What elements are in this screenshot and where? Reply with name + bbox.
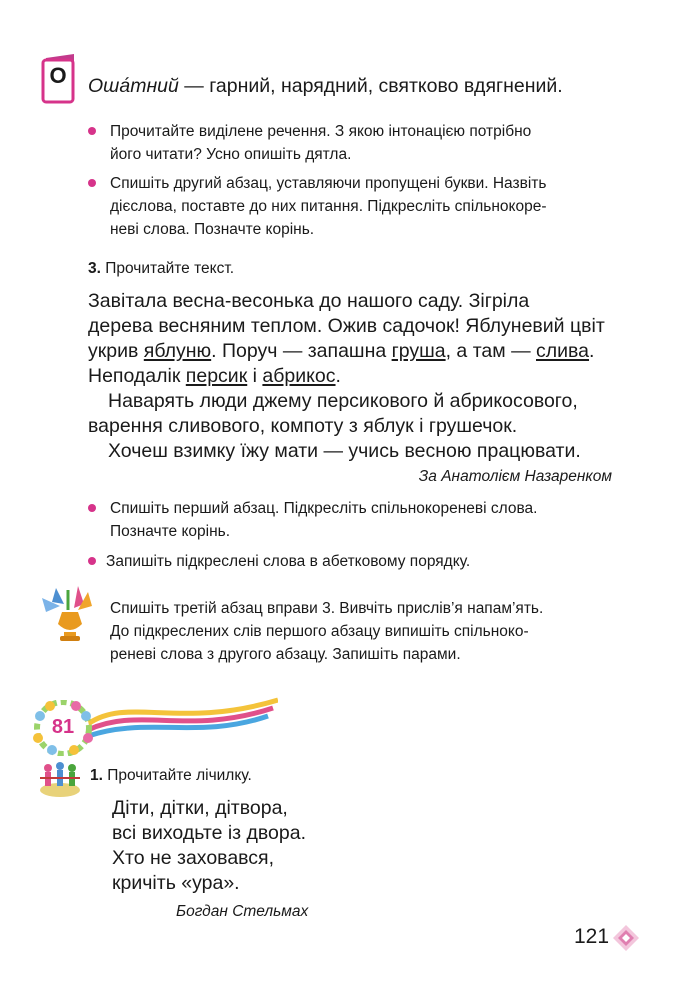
poem-line: кричіть «ура». [112, 872, 240, 894]
poem [112, 796, 412, 896]
exercise-3-text: Завітала весна-весонька до нашого саду. Зігріла дерева весняним теплом. Ожив садочок! Яблуневий цвіт укрив яблуню. Поруч — запашна груша, а там — слива. Неподалік персик і абрикос. Наварять люди джему персикового й абрикосового, варення сливового, компоту з яблук і грушечок. Хочеш взимку їжу мати — учись весною працювати. [88, 290, 605, 462]
task-item: Спишіть другий абзац, уставляючи пропущені букви. Назвіть дієслова, поставте до них питання. Підкресліть спільнокоре- неві слова. Позначте корінь. [110, 175, 547, 238]
task-item: Спишіть перший абзац. Підкресліть спільнокореневі слова. Позначте корінь. [110, 500, 538, 540]
poem-line: Діти, дітки, дітвора, [112, 797, 288, 819]
lesson-number: 81 [51, 716, 75, 738]
children-icon [38, 758, 82, 798]
glossary-badge: О [49, 63, 67, 88]
underlined-word: груша [391, 340, 446, 362]
homework-vase-icon [38, 584, 102, 646]
exercise-3-heading: 3. Прочитайте текст. [88, 260, 235, 277]
underlined-word: персик [185, 365, 248, 387]
poem-line: Хто не заховався, [112, 847, 275, 869]
underlined-word: абрикос [262, 365, 336, 387]
poem-line: всі виходьте із двора. [112, 822, 306, 844]
underlined-word: яблуню [143, 340, 212, 362]
glossary-line [88, 74, 648, 99]
lesson-ribbons [88, 690, 278, 740]
task-item: Прочитайте виділене речення. З якою інтонацією потрібно його читати? Усно опишіть дятла. [110, 123, 532, 163]
task-item: Запишіть підкреслені слова в абетковому порядку. [106, 553, 471, 570]
bullet-icon [88, 504, 96, 512]
glossary-term: Оша́тний [88, 75, 179, 97]
ornament-icon [612, 924, 640, 952]
bullet-icon [88, 179, 96, 187]
exercise-3-author: За Анатолієм Назаренком [418, 468, 612, 485]
exercise-1-heading: 1. Прочитайте лічилку. [90, 767, 252, 784]
bullet-icon [88, 557, 96, 565]
page-number: 121 [574, 925, 610, 948]
underlined-word: слива [536, 340, 590, 362]
poem-author: Богдан Стельмах [176, 903, 309, 920]
homework-text: Спишіть третій абзац вправи 3. Вивчіть прислів’я напам’ять. До підкреслених слів першого абзацу випишіть спільноко- реневі слова з другого абзацу. Запишіть парами. [110, 600, 544, 663]
glossary-definition: — гарний, нарядний, святково вдягнений. [178, 75, 563, 97]
bullet-icon [88, 127, 96, 135]
